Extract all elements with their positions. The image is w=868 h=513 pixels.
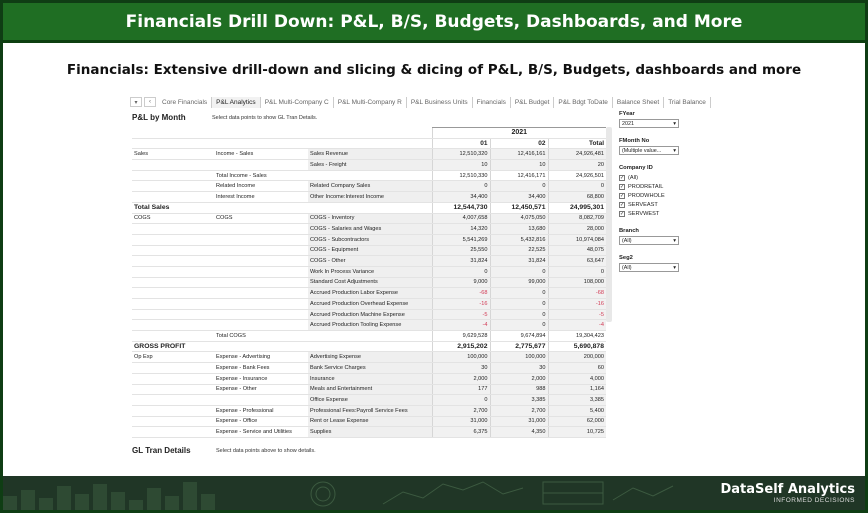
row-group-cell <box>132 160 214 171</box>
row-category-cell <box>214 266 308 277</box>
value-cell[interactable]: 68,800 <box>548 192 606 203</box>
row-category-cell: Expense - Service and Utilities <box>214 427 308 438</box>
checkbox-checked-icon[interactable]: ✓ <box>620 183 625 190</box>
value-cell[interactable]: 19,304,423 <box>548 331 606 342</box>
viz-title: P&L by Month <box>132 113 186 122</box>
value-cell[interactable]: 12,416,161 <box>490 149 548 160</box>
row-group-cell <box>132 405 214 416</box>
value-cell[interactable]: 0 <box>548 266 606 277</box>
row-account-cell <box>308 331 432 342</box>
row-account-cell: Sales - Freight <box>308 160 432 171</box>
row-category-cell <box>214 202 308 213</box>
table-row[interactable] <box>132 299 606 310</box>
fmonth-label: FMonth No <box>619 138 650 144</box>
value-cell[interactable]: 1,164 <box>548 384 606 395</box>
month-header: 01 <box>432 138 490 149</box>
row-category-cell: Interest Income <box>214 192 308 203</box>
company-option-prodwhole[interactable]: ✓ PRODWHOLE <box>620 192 665 199</box>
row-category-cell: Expense - Other <box>214 384 308 395</box>
value-cell[interactable]: 30 <box>432 363 490 374</box>
row-group-cell <box>132 234 214 245</box>
value-cell[interactable]: -16 <box>548 299 606 310</box>
row-group-cell <box>132 320 214 331</box>
value-cell[interactable]: 0 <box>490 266 548 277</box>
value-cell[interactable]: 14,320 <box>432 224 490 235</box>
company-option-all[interactable]: ✓ (All) <box>620 174 638 181</box>
table-row[interactable] <box>132 266 606 277</box>
value-cell[interactable]: 99,000 <box>490 277 548 288</box>
seg2-value: (All) <box>622 265 632 271</box>
row-category-cell <box>214 299 308 310</box>
value-cell[interactable]: 2,000 <box>490 373 548 384</box>
value-cell[interactable]: -5 <box>432 309 490 320</box>
value-cell[interactable]: 8,082,709 <box>548 213 606 224</box>
table-row[interactable] <box>132 427 606 438</box>
value-cell[interactable]: -5 <box>548 309 606 320</box>
month-header: Total <box>548 138 606 149</box>
value-cell[interactable]: 12,416,171 <box>490 170 548 181</box>
value-cell[interactable]: 10,974,084 <box>548 234 606 245</box>
month-header-row <box>132 138 606 149</box>
value-cell[interactable]: -68 <box>548 288 606 299</box>
chevron-down-icon: ▾ <box>673 121 676 127</box>
value-cell[interactable]: 0 <box>432 266 490 277</box>
value-cell[interactable]: 3,385 <box>490 395 548 406</box>
chevron-down-icon: ▾ <box>673 265 676 271</box>
table-row[interactable] <box>132 331 606 342</box>
value-cell[interactable]: 108,000 <box>548 277 606 288</box>
row-category-cell <box>214 234 308 245</box>
table-row[interactable] <box>132 149 606 160</box>
row-account-cell: Related Company Sales <box>308 181 432 192</box>
checkbox-checked-icon[interactable]: ✓ <box>620 174 625 181</box>
row-group-cell <box>132 277 214 288</box>
row-account-cell: COGS - Inventory <box>308 213 432 224</box>
table-row[interactable] <box>132 373 606 384</box>
value-cell[interactable]: 12,544,730 <box>432 202 490 213</box>
value-cell[interactable]: 4,075,050 <box>490 213 548 224</box>
row-group-cell: Op Exp <box>132 352 214 363</box>
branch-select[interactable] <box>619 236 679 245</box>
value-cell[interactable]: -4 <box>548 320 606 331</box>
tab-financials[interactable]: Financials <box>473 97 511 108</box>
row-group-cell <box>132 181 214 192</box>
row-account-cell: Other Income:Interest Income <box>308 192 432 203</box>
row-account-cell: COGS - Equipment <box>308 245 432 256</box>
value-cell[interactable]: 31,824 <box>432 256 490 267</box>
chevron-down-icon: ▾ <box>673 238 676 244</box>
row-group-cell <box>132 266 214 277</box>
row-group-cell <box>132 331 214 342</box>
row-category-cell: Total COGS <box>214 331 308 342</box>
row-group-cell: COGS <box>132 213 214 224</box>
fyear-label: FYear <box>619 111 635 117</box>
value-cell[interactable]: -16 <box>432 299 490 310</box>
brand-name: DataSelf Analytics <box>720 482 855 497</box>
row-account-cell: Accrued Production Machine Expense <box>308 309 432 320</box>
value-cell[interactable]: 0 <box>548 181 606 192</box>
fyear-select[interactable] <box>619 119 679 128</box>
row-category-cell: Expense - Bank Fees <box>214 363 308 374</box>
row-group-cell <box>132 395 214 406</box>
table-row[interactable] <box>132 288 606 299</box>
value-cell[interactable]: 177 <box>432 384 490 395</box>
brand-tagline: INFORMED DECISIONS <box>773 497 855 504</box>
fmonth-value: (Multiple value... <box>622 148 662 154</box>
branch-label: Branch <box>619 228 639 234</box>
row-group-cell: Total Sales <box>132 202 214 213</box>
row-account-cell: Work In Process Variance <box>308 266 432 277</box>
table-row[interactable] <box>132 202 606 213</box>
value-cell[interactable]: 200,000 <box>548 352 606 363</box>
value-cell[interactable]: 9,000 <box>432 277 490 288</box>
table-row[interactable] <box>132 181 606 192</box>
row-group-cell: GROSS PROFIT <box>132 341 214 352</box>
row-category-cell <box>214 160 308 171</box>
row-group-cell <box>132 288 214 299</box>
row-account-cell <box>308 170 432 181</box>
tab-pl-multi-company-c[interactable]: P&L Multi-Company C <box>261 97 334 108</box>
value-cell[interactable]: 4,350 <box>490 427 548 438</box>
tab-balance-sheet[interactable]: Balance Sheet <box>613 97 664 108</box>
table-row[interactable] <box>132 341 606 352</box>
value-cell[interactable]: 6,375 <box>432 427 490 438</box>
value-cell[interactable]: 4,000 <box>548 373 606 384</box>
fmonth-select[interactable] <box>619 146 679 155</box>
row-group-cell <box>132 373 214 384</box>
value-cell[interactable]: 5,541,269 <box>432 234 490 245</box>
value-cell[interactable]: 12,510,330 <box>432 170 490 181</box>
checkbox-checked-icon[interactable]: ✓ <box>620 192 625 199</box>
table-row[interactable] <box>132 256 606 267</box>
table-row[interactable] <box>132 277 606 288</box>
value-cell[interactable]: 5,400 <box>548 405 606 416</box>
year-header: 2021 <box>432 128 606 139</box>
row-category-cell <box>214 256 308 267</box>
row-category-cell <box>214 320 308 331</box>
row-group-cell <box>132 256 214 267</box>
checkbox-checked-icon[interactable]: ✓ <box>620 210 625 217</box>
table-row[interactable] <box>132 160 606 171</box>
tab-prev-icon[interactable]: ‹ <box>144 97 156 107</box>
value-cell[interactable]: 30 <box>490 363 548 374</box>
row-category-cell: Expense - Insurance <box>214 373 308 384</box>
value-cell[interactable]: 2,915,202 <box>432 341 490 352</box>
company-option-serveast[interactable]: ✓ SERVEAST <box>620 201 658 208</box>
value-cell[interactable]: 10,725 <box>548 427 606 438</box>
value-cell[interactable]: 0 <box>490 320 548 331</box>
table-row[interactable] <box>132 192 606 203</box>
row-group-cell: Sales <box>132 149 214 160</box>
value-cell[interactable]: 0 <box>490 299 548 310</box>
value-cell[interactable]: 4,007,658 <box>432 213 490 224</box>
value-cell[interactable]: 0 <box>432 395 490 406</box>
value-cell[interactable]: 3,385 <box>548 395 606 406</box>
row-account-cell: Professional Fees:Payroll Service Fees <box>308 405 432 416</box>
gl-tran-hint: Select data points above to show details. <box>216 448 316 454</box>
row-category-cell <box>214 245 308 256</box>
value-cell[interactable]: 31,000 <box>490 416 548 427</box>
company-label: Company ID <box>619 165 653 171</box>
value-cell[interactable]: 48,075 <box>548 245 606 256</box>
row-account-cell: Office Expense <box>308 395 432 406</box>
value-cell[interactable]: 28,000 <box>548 224 606 235</box>
row-category-cell <box>214 395 308 406</box>
row-category-cell <box>214 341 308 352</box>
table-row[interactable] <box>132 395 606 406</box>
value-cell[interactable]: 2,700 <box>432 405 490 416</box>
value-cell[interactable]: 62,000 <box>548 416 606 427</box>
seg2-select[interactable] <box>619 263 679 272</box>
footer <box>3 476 865 510</box>
month-header: 02 <box>490 138 548 149</box>
value-cell[interactable]: 5,690,878 <box>548 341 606 352</box>
row-category-cell: COGS <box>214 213 308 224</box>
row-account-cell: Insurance <box>308 373 432 384</box>
table-scrollbar[interactable] <box>606 127 612 322</box>
table-row[interactable] <box>132 213 606 224</box>
value-cell[interactable]: 10 <box>490 160 548 171</box>
row-category-cell: Expense - Office <box>214 416 308 427</box>
viz-hint: Select data points to show GL Tran Details. <box>212 115 318 121</box>
tab-pl-bdgt-todate[interactable]: P&L Bdgt ToDate <box>554 97 613 108</box>
row-account-cell: Advertising Expense <box>308 352 432 363</box>
row-account-cell: Accrued Production Tooling Expense <box>308 320 432 331</box>
chevron-down-icon: ▾ <box>673 148 676 154</box>
row-group-cell <box>132 309 214 320</box>
table-row[interactable] <box>132 234 606 245</box>
row-category-cell <box>214 277 308 288</box>
dashboard-tabs <box>130 96 711 108</box>
row-group-cell <box>132 299 214 310</box>
value-cell[interactable]: 2,000 <box>432 373 490 384</box>
value-cell[interactable]: 12,450,571 <box>490 202 548 213</box>
row-account-cell <box>308 341 432 352</box>
row-account-cell: Rent or Lease Expense <box>308 416 432 427</box>
value-cell[interactable]: 0 <box>432 181 490 192</box>
year-header-row <box>132 128 606 139</box>
row-category-cell <box>214 288 308 299</box>
seg2-label: Seg2 <box>619 255 633 261</box>
table-row[interactable] <box>132 384 606 395</box>
value-cell[interactable]: 31,000 <box>432 416 490 427</box>
row-group-cell <box>132 427 214 438</box>
row-account-cell: Bank Service Charges <box>308 363 432 374</box>
value-cell[interactable]: 24,995,301 <box>548 202 606 213</box>
value-cell[interactable]: 0 <box>490 181 548 192</box>
table-row[interactable] <box>132 320 606 331</box>
row-category-cell: Expense - Professional <box>214 405 308 416</box>
table-row[interactable] <box>132 224 606 235</box>
value-cell[interactable]: 31,824 <box>490 256 548 267</box>
company-option-prodretail[interactable]: ✓ PRODRETAIL <box>620 183 664 190</box>
tab-core-financials[interactable]: Core Financials <box>158 97 212 108</box>
filter-panel <box>619 111 679 282</box>
value-cell[interactable]: 2,700 <box>490 405 548 416</box>
pl-table <box>132 127 606 438</box>
row-account-cell: COGS - Other <box>308 256 432 267</box>
value-cell[interactable]: 0 <box>490 288 548 299</box>
value-cell[interactable]: -68 <box>432 288 490 299</box>
table-row[interactable] <box>132 405 606 416</box>
row-group-cell <box>132 416 214 427</box>
row-category-cell <box>214 309 308 320</box>
row-account-cell: Accrued Production Overhead Expense <box>308 299 432 310</box>
value-cell[interactable]: 24,926,481 <box>548 149 606 160</box>
value-cell[interactable]: 12,510,320 <box>432 149 490 160</box>
row-group-cell <box>132 192 214 203</box>
gl-tran-title: GL Tran Details <box>132 446 191 455</box>
row-category-cell: Related Income <box>214 181 308 192</box>
row-account-cell: Supplies <box>308 427 432 438</box>
value-cell[interactable]: 5,432,816 <box>490 234 548 245</box>
row-account-cell: COGS - Salaries and Wages <box>308 224 432 235</box>
value-cell[interactable]: 34,400 <box>432 192 490 203</box>
value-cell[interactable]: 100,000 <box>432 352 490 363</box>
value-cell[interactable]: 63,647 <box>548 256 606 267</box>
value-cell[interactable]: 60 <box>548 363 606 374</box>
value-cell[interactable]: 10 <box>432 160 490 171</box>
table-row[interactable] <box>132 416 606 427</box>
value-cell[interactable]: 2,775,677 <box>490 341 548 352</box>
row-category-cell: Expense - Advertising <box>214 352 308 363</box>
value-cell[interactable]: 34,400 <box>490 192 548 203</box>
value-cell[interactable]: 24,926,501 <box>548 170 606 181</box>
value-cell[interactable]: 13,680 <box>490 224 548 235</box>
banner-title: Financials Drill Down: P&L, B/S, Budgets, Dashboards, and More <box>125 11 743 32</box>
brand-logo <box>720 482 855 504</box>
value-cell[interactable]: 9,674,894 <box>490 331 548 342</box>
row-account-cell: Meals and Entertainment <box>308 384 432 395</box>
value-cell[interactable]: 9,629,528 <box>432 331 490 342</box>
value-cell[interactable]: -4 <box>432 320 490 331</box>
value-cell[interactable]: 988 <box>490 384 548 395</box>
branch-value: (All) <box>622 238 632 244</box>
tab-trial-balance[interactable]: Trial Balance <box>664 97 711 108</box>
checkbox-checked-icon[interactable]: ✓ <box>620 201 625 208</box>
row-account-cell: Sales Revenue <box>308 149 432 160</box>
row-group-cell <box>132 245 214 256</box>
slide-subtitle: Financials: Extensive drill-down and slicing & dicing of P&L, B/S, Budgets, dashboards and more <box>66 62 802 78</box>
value-cell[interactable]: 25,550 <box>432 245 490 256</box>
table-row[interactable] <box>132 170 606 181</box>
row-category-cell: Income - Sales <box>214 149 308 160</box>
tab-menu-icon[interactable]: ▾ <box>130 97 142 107</box>
tab-pl-business-units[interactable]: P&L Business Units <box>407 97 473 108</box>
row-account-cell: Accrued Production Labor Expense <box>308 288 432 299</box>
row-category-cell: Total Income - Sales <box>214 170 308 181</box>
table-row[interactable] <box>132 352 606 363</box>
tab-pl-budget[interactable]: P&L Budget <box>511 97 554 108</box>
row-group-cell <box>132 170 214 181</box>
row-group-cell <box>132 224 214 235</box>
tab-pl-analytics[interactable]: P&L Analytics <box>212 97 261 108</box>
row-group-cell <box>132 384 214 395</box>
banner <box>3 3 865 43</box>
value-cell[interactable]: 22,525 <box>490 245 548 256</box>
row-account-cell: Standard Cost Adjustments <box>308 277 432 288</box>
value-cell[interactable]: 20 <box>548 160 606 171</box>
table-row[interactable] <box>132 363 606 374</box>
fyear-value: 2021 <box>622 121 634 127</box>
value-cell[interactable]: 100,000 <box>490 352 548 363</box>
row-category-cell <box>214 224 308 235</box>
table-row[interactable] <box>132 245 606 256</box>
row-account-cell: COGS - Subcontractors <box>308 234 432 245</box>
row-account-cell <box>308 202 432 213</box>
tab-pl-multi-company-r[interactable]: P&L Multi-Company R <box>334 97 407 108</box>
table-row[interactable] <box>132 309 606 320</box>
company-option-servwest[interactable]: ✓ SERVWEST <box>620 210 660 217</box>
row-group-cell <box>132 363 214 374</box>
value-cell[interactable]: 0 <box>490 309 548 320</box>
